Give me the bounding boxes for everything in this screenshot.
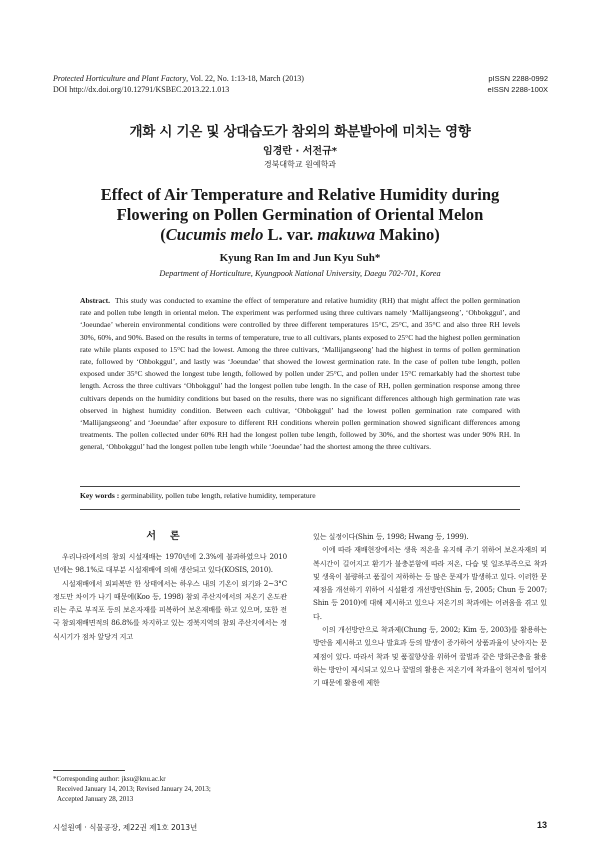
english-authors: Kyung Ran Im and Jun Kyu Suh* [219, 252, 381, 264]
variety-name: makuwa [317, 225, 376, 244]
paragraph: 우리나라에서의 참외 시설재배는 1970년에 2.3%에 불과하였으나 2010년에는 98.1%로 대부분 시설재배에 의해 생산되고 있다(KOSIS, 2010). [53, 552, 287, 575]
body-right-column [313, 530, 547, 690]
footer-journal: 시설원예 · 식물공장, 제22권 제1호 2013년 [53, 823, 198, 832]
divider-bottom [80, 509, 520, 510]
abstract [80, 295, 520, 454]
paragraph: 시설재배에서 외피복만 한 상태에서는 하우스 내의 기온이 외기와 2~3°C 정도만 차이가 나기 때문에(Koo 등, 1998) 참외 주산지에서의 저온기 온도관리는 주로 부직포 등의 보온자재를 피복하여 보온재배를 하고 있으며, 또한 전국 참외재배면적의 86.8%를 차지하고 있는 경북지역의 참외 주산지에서는 정식시기가 점차 앞당겨 지고 [53, 578, 287, 641]
received-date: Received January 14, 2013; Revised January 24, 2013; [57, 785, 211, 793]
abstract-label: Abstract. [80, 296, 110, 305]
footnote [53, 774, 211, 804]
paragraph: 있는 실정이다(Shin 등, 1998; Hwang 등, 1999). [313, 532, 469, 541]
body-left-column [53, 530, 287, 643]
korean-authors: 임경란 · 서전규* [263, 146, 337, 157]
korean-affiliation: 경북대학교 원예학과 [263, 160, 337, 169]
korean-title: 개화 시 기온 및 상대습도가 참외의 화분발아에 미치는 영향 [129, 124, 471, 140]
corresponding-author: *Corresponding author: jksu@knu.ac.kr [53, 775, 166, 783]
keywords-text: germinability, pollen tube length, relative humidity, temperature [119, 491, 316, 500]
english-title [0, 185, 600, 245]
page-number: 13 [536, 820, 547, 830]
eissn: eISSN 2288-100X [487, 85, 548, 94]
section-title-introduction: 서론 [146, 531, 194, 542]
english-title-line-3: (Cucumis melo L. var. makuwa Makino) [160, 225, 440, 244]
english-title-line-1: Effect of Air Temperature and Relative Humidity during [100, 185, 500, 204]
citation-details: , Vol. 22, No. 1:13-18, March (2013) [186, 74, 304, 83]
english-title-line-2: Flowering on Pollen Germination of Oriental Melon [116, 205, 484, 224]
abstract-text: This study was conducted to examine the effect of temperature and relative humidity (RH) that might affect the pollen germination rate and pollen tube length in oriental melon. The experiment was performed using three cultivars namely ‘Mallijangseong’, ‘Ohbokggul’, and ‘Joeundae’ wherein environmental conditions were controlled by three different temperatures 15°C, 25°C, and 35°C and also three RH levels 30%, 60%, and 90%. Based on the results in terms of temperature, true to all cultivars, plants exposed to 25°C had the highest pollen germination rate while plants exposed to 15°C had the lowest. Among the three cultivars, ‘Mallijangseong’ had the highest in terms of pollen germination rate, followed by ‘Ohbokggul’, and lastly was ‘Joeundae’ that showed the lowest germination rate. In the case of pollen tube length, pollen exposed under 35°C showed the longest tube length, followed by pollen under 25°C, and pollen under 15°C remarkably had the shortest tube length. Across the three cultivars ‘Ohbokggul’ had the longest pollen tube length. In the case of RH, pollen germination response among three cultivars depends on the humidity conditions but based on the results, there was no significant differences although high germination rate was observed in highest humidity condition. Between each cultivar, ‘Ohbokggul’ had the lowest pollen germination rate compared with ‘Mallijangseong’ and ‘Joeundae’ after exposure to different RH conditions wherein pollen germination showed significant differences among treatments. The pollen collected under 60% RH had the longest pollen tube length, followed by 30%, and the shortest was under 90% RH. In general, ‘Ohbokggul’ had the longest pollen tube length while ‘Joeundae’ had the shortest among the three cultivars. [80, 296, 520, 452]
keywords-label: Key words : [80, 491, 120, 500]
footnote-divider [53, 770, 125, 771]
divider-top [80, 486, 520, 487]
journal-citation [53, 73, 304, 84]
journal-header [53, 73, 304, 95]
journal-name: Protected Horticulture and Plant Factory [53, 74, 187, 83]
accepted-date: Accepted January 28, 2013 [57, 795, 134, 803]
paragraph: 이의 개선방안으로 착과제(Chung 등, 2002; Kim 등, 2003)를 활용하는 방안을 제시하고 있으나 발효과 등의 발생이 증가하여 상품과율이 낮아지는 문제점이 있다. 따라서 착과 및 품질향상을 위하여 꿀벌과 같은 방화곤충을 활용하는 방안이 제시되고 있으나 꿀벌의 활용은 저온기에 착과율이 현저히 떨어지기 때문에 활용에 제한 [313, 625, 547, 688]
paragraph: 이에 따라 재배현장에서는 생육 적온을 유지해 주기 위하여 보온자재의 피복시간이 길어지고 환기가 불충분함에 따라 저온, 다습 및 일조부족으로 착과 및 생육이 불량하고 품질이 저하하는 등 많은 문제가 발생하고 있다. 이러한 문제점을 개선하기 위하여 시설환경 개선방안(Shin 등, 2005; Chun 등 2007; Shin 등 2010)에 대해 제시하고 있으나 저온기의 착과에는 어려움을 겪고 있다. [313, 545, 547, 621]
issn-block [488, 73, 548, 95]
keywords [80, 491, 316, 500]
pissn: pISSN 2288-0992 [488, 74, 548, 83]
english-affiliation: Department of Horticulture, Kyungpook National University, Daegu 702-701, Korea [159, 269, 441, 278]
species-name: Cucumis melo [165, 225, 264, 244]
doi-link[interactable]: DOI http://dx.doi.org/10.12791/KSBEC.2013.22.1.013 [53, 85, 230, 94]
